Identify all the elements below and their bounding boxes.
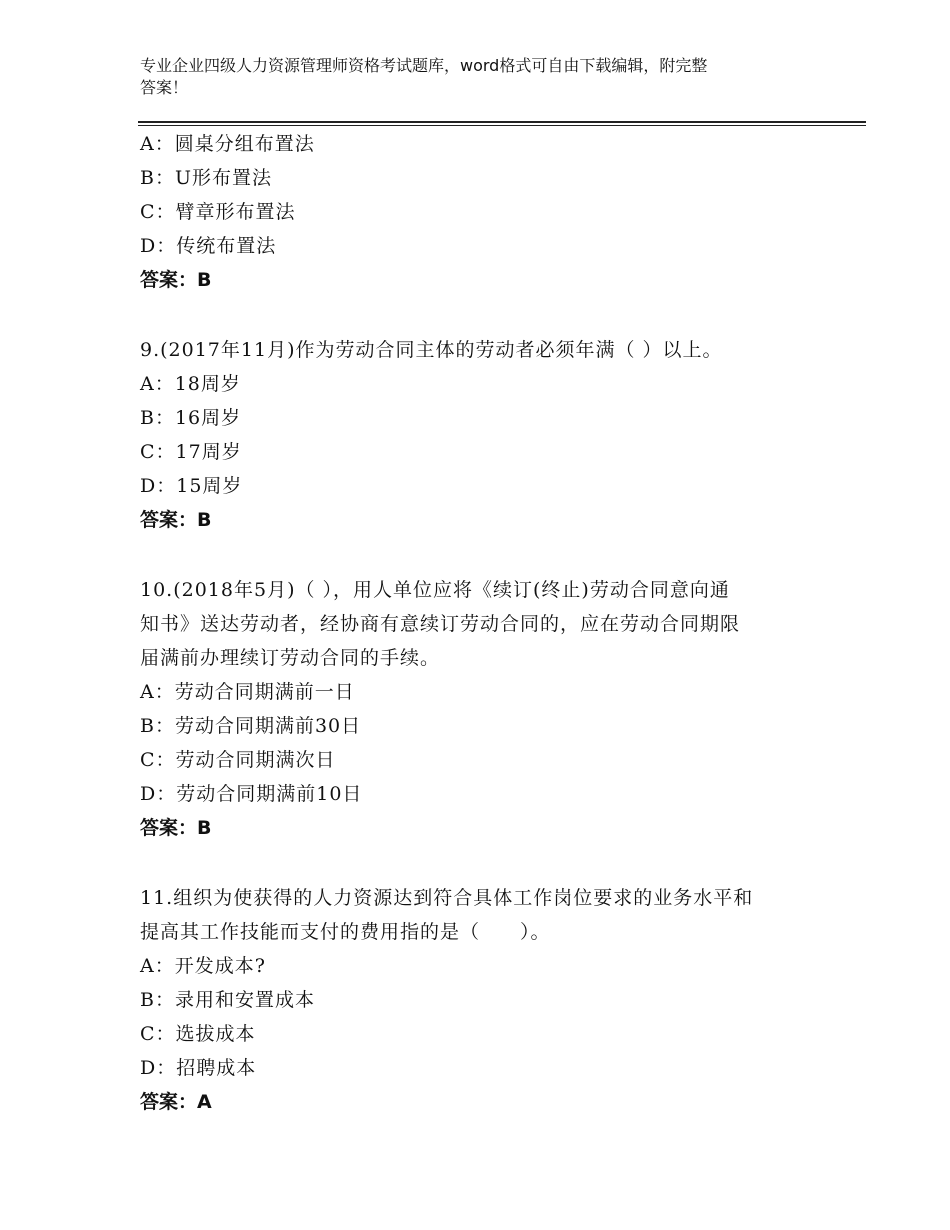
question-11 xyxy=(140,881,820,1119)
header-line-1: 专业企业四级人力资源管理师资格考试题库，word格式可自由下载编辑，附完整 xyxy=(140,56,708,75)
option-b: B：录用和安置成本 xyxy=(140,989,315,1011)
question-gap xyxy=(140,297,820,333)
option-a: A：劳动合同期满前一日 xyxy=(140,681,355,703)
answer: 答案：B xyxy=(140,269,212,291)
option-b: B：U形布置法 xyxy=(140,167,272,189)
option-a: A：开发成本? xyxy=(140,955,266,977)
stem-line: 知书》送达劳动者，经协商有意续订劳动合同的，应在劳动合同期限 xyxy=(140,613,741,635)
question-gap xyxy=(140,845,820,881)
question-10 xyxy=(140,573,820,845)
stem-line: 提高其工作技能而支付的费用指的是（ ）。 xyxy=(140,921,551,943)
answer: 答案：B xyxy=(140,817,212,839)
option-c: C：劳动合同期满次日 xyxy=(140,749,336,771)
question-8 xyxy=(140,127,820,297)
question-stem xyxy=(140,573,820,675)
option-c: C：选拔成本 xyxy=(140,1023,256,1045)
header-rule-thin xyxy=(138,125,866,126)
option-d: D：15周岁 xyxy=(140,475,243,497)
stem-line: 10.(2018年5月)（ ），用人单位应将《续订(终止)劳动合同意向通 xyxy=(140,579,730,601)
question-stem xyxy=(140,881,820,949)
option-d: D：劳动合同期满前10日 xyxy=(140,783,363,805)
page-header xyxy=(140,55,820,99)
option-c: C：17周岁 xyxy=(140,441,242,463)
header-line-2: 答案！ xyxy=(140,78,189,97)
question-stem xyxy=(140,333,820,367)
stem-line: 届满前办理续订劳动合同的手续。 xyxy=(140,647,441,669)
option-c: C：臂章形布置法 xyxy=(140,201,296,223)
question-content xyxy=(140,127,820,1119)
question-9 xyxy=(140,333,820,537)
stem-line: 11.组织为使获得的人力资源达到符合具体工作岗位要求的业务水平和 xyxy=(140,887,754,909)
option-b: B：16周岁 xyxy=(140,407,242,429)
option-a: A：圆桌分组布置法 xyxy=(140,133,315,155)
option-a: A：18周岁 xyxy=(140,373,241,395)
option-b: B：劳动合同期满前30日 xyxy=(140,715,362,737)
stem-line: 9.(2017年11月)作为劳动合同主体的劳动者必须年满（ ）以上。 xyxy=(140,339,723,361)
answer: 答案：B xyxy=(140,509,212,531)
option-d: D：招聘成本 xyxy=(140,1057,257,1079)
header-rule-thick xyxy=(138,121,866,123)
question-gap xyxy=(140,537,820,573)
answer: 答案：A xyxy=(140,1091,212,1113)
option-d: D：传统布置法 xyxy=(140,235,277,257)
